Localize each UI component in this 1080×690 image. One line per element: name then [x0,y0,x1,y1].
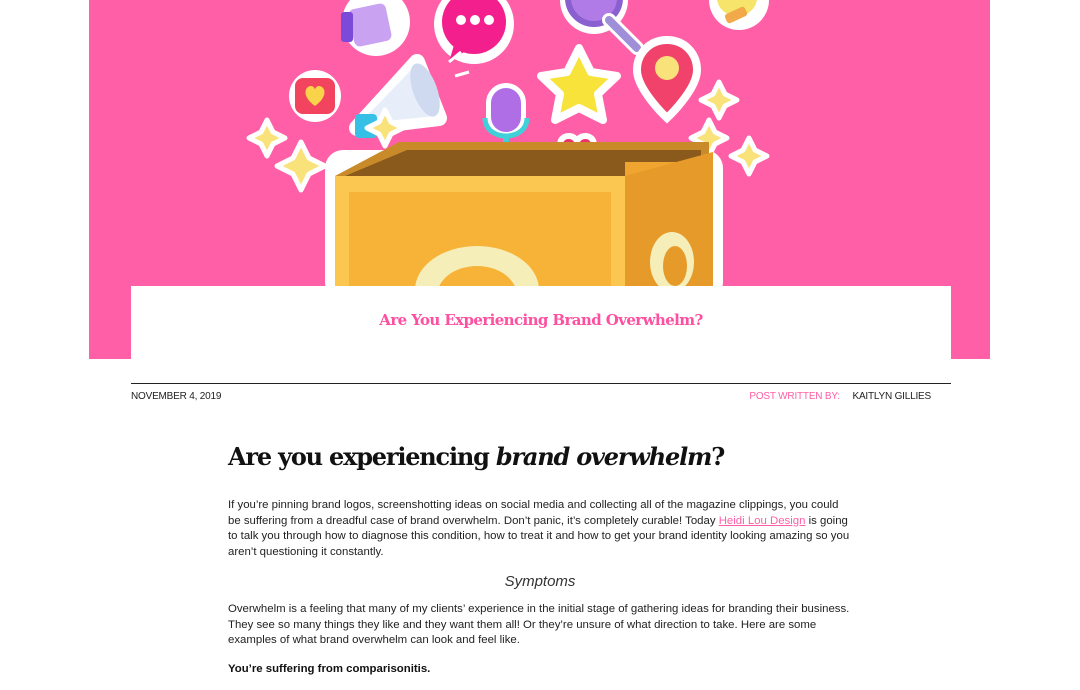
comparisonitis-heading: You’re suffering from comparisonitis. [228,662,431,675]
heart-notification-icon [289,70,341,122]
meta-divider [131,383,951,384]
heidi-lou-design-link[interactable]: Heidi Lou Design [718,514,806,527]
hero-title-card [131,286,951,359]
lightbulb-icon [709,0,769,30]
article-heading-end: ? [711,442,725,471]
magnifier-icon [560,0,637,48]
intro-text-start: If you’re pinning brand logos, screenshotting ideas on social media and collecting all of the magazine clippings, you could be suffering from a dreadful case of brand overwhelm. Don’t panic, it’s completely curable! Today [228,499,839,527]
location-pin-icon [637,40,697,118]
post-author [749,391,931,402]
section-heading-symptoms: Symptoms [504,573,576,590]
article-body [228,438,852,690]
article-heading-emphasis: brand overwhelm [495,442,712,471]
author-label: POST WRITTEN BY: [749,391,840,402]
star-icon [541,48,617,120]
post-date: NOVEMBER 4, 2019 [131,391,222,402]
chat-bubble-icon [434,0,514,64]
symptoms-paragraph: Overwhelm is a feeling that many of my clients’ experience in the initial stage of gathering ideas for branding their business. They see so many things they like and they want them all! Or they’re unsure of what direction to take. Here are some examples of what brand overwhelm can look and feel like. [228,603,850,646]
hero-post-title[interactable]: Are You Experiencing Brand Overwhelm? [379,310,703,329]
article-heading [228,438,852,476]
intro-paragraph [228,498,852,560]
thumbs-up-icon [341,0,410,56]
hero-banner [89,0,990,359]
intro-text-end: is going to talk you through how to diagnose this condition, how to treat it and how to get your brand identity looking amazing so you aren’t questioning it constantly. [228,514,850,558]
author-name[interactable]: KAITLYN GILLIES [852,391,931,402]
article-heading-text: Are you experiencing [228,442,496,471]
